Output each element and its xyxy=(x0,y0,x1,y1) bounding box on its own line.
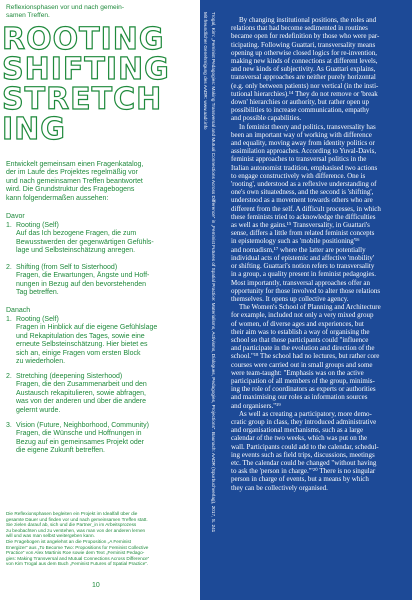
article-line: different from the self. A difficult processes, in which xyxy=(231,204,381,213)
article-line: and organisers."¹⁹ xyxy=(231,401,281,410)
article-line: were team-taught: "Emphasis was on the active xyxy=(231,368,364,377)
article-line: tutional hierarchies).¹⁴ They do not remove or 'break xyxy=(231,89,378,98)
article-line: they can be collectively organised. xyxy=(231,483,328,492)
article-paragraph xyxy=(223,410,409,492)
footnote-block xyxy=(0,511,200,567)
body-text xyxy=(6,161,196,203)
body-line: Entwickelt gemeinsam einen Fragenkatalog, xyxy=(6,161,144,168)
footnote-line: zu beobachten und zu verstehen, was man von der anderen lernen xyxy=(6,527,146,533)
headline-line: ROOTING xyxy=(2,22,165,57)
article-paragraph xyxy=(223,303,409,410)
article-line: of women, of diverse ages and experiences, but xyxy=(231,319,364,328)
article-line: in a group, a quality present in feminist pedagogies. xyxy=(231,270,377,279)
item-number: 1. xyxy=(6,316,12,323)
article-line: as well as the gains.¹⁵ Transversality, in Guattari's xyxy=(231,221,370,230)
article-line: As well as creating a participatory, more demo- xyxy=(239,409,372,418)
article-line: courses were carried out in small groups and some xyxy=(231,360,373,369)
article-text xyxy=(223,16,409,492)
footnote-line: Energizer“ aus „To Become Two: Propositions for Feminist Collective xyxy=(6,544,149,550)
article-line: became open for redefinition by those who were par- xyxy=(231,32,380,41)
article-line: down' hierarchies or authority, but rather open up xyxy=(231,98,370,107)
body-line: und nach gemeinsamen Treffen beantwortet xyxy=(6,177,143,185)
article-line: feminist approaches to transversal politics in the xyxy=(231,155,367,164)
article-line: understood as a movement towards others who are xyxy=(231,196,373,205)
body-line: kann folgendermaßen aussehen: xyxy=(6,194,109,202)
item-line: Tag betreffen. xyxy=(16,289,59,297)
article-line: in epistemology such as 'mobile positioning'¹⁶ xyxy=(231,237,360,246)
footnote-line: Die Reflexionsphasen begleiten ein Projekt im Idealfall über die xyxy=(6,511,138,516)
article-line: participation of all members of the group, minimis- xyxy=(231,376,375,385)
article-line: their aim was to establish a way of organising the xyxy=(231,327,370,336)
item-line: Shifting (from Self to Sisterhood) xyxy=(16,264,118,271)
item-line: Bezug auf ein gemeinsames Projekt oder xyxy=(16,438,145,446)
footnote-line: von Kim Trogal aus dem Buch „Feminist Futures of Spatial Practice“. xyxy=(6,561,149,567)
article-line: making new kinds of connections at different levels, xyxy=(231,57,378,66)
article-line: relations that had become sedimented in routines xyxy=(231,24,368,33)
item-line: Bewusstwerden der gegenwärtigen Gefühls- xyxy=(16,238,154,246)
article-paragraph xyxy=(223,123,409,303)
article-line: and possible capabilities. xyxy=(231,114,302,123)
article-line: ing events such as field trips, discussions, meetings xyxy=(231,450,375,459)
item-line: zu wiederholen. xyxy=(16,358,66,366)
item-line: lage und Selbsteinschätzung anregen. xyxy=(16,247,136,255)
item-line: Rooting (Self) xyxy=(16,316,59,323)
article-line: wall. Participants could add to the calendar, schedul- xyxy=(231,442,379,451)
section-before-heading: Davor xyxy=(6,213,25,220)
item-line: Vision (Future, Neighborhood, Community) xyxy=(16,422,149,429)
item-line: die eigene Zukunft betreffen. xyxy=(16,447,105,455)
article-line: themselves. It opens up collective agency. xyxy=(231,294,349,303)
article-line: calendar of the two weeks, which was put on the xyxy=(231,434,368,443)
vertical-credit: Mit freundlicher Genehmigung des AADR: www.aadr.info xyxy=(203,12,208,130)
article-line: Most importantly, transversal approaches offer an xyxy=(231,278,370,287)
headline xyxy=(2,22,200,147)
body-line: wird. Die Grundstruktur des Fragebogens xyxy=(6,186,135,194)
article-line: By changing institutional positions, the roles and xyxy=(239,16,377,24)
footnote-line: gies: Making Transversal and Mutual Connections Across Difference“ xyxy=(6,555,150,561)
article-line: opportunity for those involved to alter those relations xyxy=(231,286,381,295)
article-line: (e.g. only between patients) nor vertical (in the insti- xyxy=(231,81,379,90)
footnote-line: Die Fragebogen ist angelehnt an die Proposition „A Feminist xyxy=(6,538,132,544)
article-line: and maximising our roles as information sources xyxy=(231,393,368,402)
intro-line: Reflexionsphasen vor und nach gemein- xyxy=(6,4,125,11)
article-line: one's own situatedness, and the second is 'shifting', xyxy=(231,188,374,197)
article-line: school."¹⁸ The school had no lectures, but rather core xyxy=(231,352,380,361)
item-line: was von der anderen und über die andere xyxy=(16,398,146,406)
article-line: or shifting. Guattari's notion refers to transversality xyxy=(231,262,375,271)
article-line: these feminists tried to acknowledge the difficulties xyxy=(231,212,376,221)
article-line: and equality, moving away from identity politics or xyxy=(231,139,375,148)
item-line: Rooting (Self) xyxy=(16,222,59,229)
item-line: Fragen, die den Zusammenarbeit und den xyxy=(16,381,147,389)
article-line: and organisational mechanisms, such as a large xyxy=(231,426,364,435)
item-line: nungen in Bezug auf den bevorstehenden xyxy=(16,280,146,288)
article-line: to ask the 'person in charge.'"²⁰ There is no singular xyxy=(231,467,376,476)
item-line: Fragen, die Wünsche und Hoffnungen in xyxy=(16,430,142,438)
body-line: der im Laufe des Projektes regelmäßig vor xyxy=(6,169,138,177)
page-number: 10 xyxy=(92,582,100,589)
right-page xyxy=(200,0,412,600)
article-line: individual acts of epistemic and affective 'mobility' xyxy=(231,253,375,262)
footnote-line: gesamte Dauer und finden vor und nach gemeinsamen Treffen statt. xyxy=(6,516,148,522)
item-line: erneute Selbsteinschätzung. Hier bietet es xyxy=(16,341,148,349)
article-line: cratic group in class, they introduced administrative xyxy=(231,417,377,426)
article-line: to engage constructively with difference. One is xyxy=(231,171,366,180)
section-after-heading: Danach xyxy=(6,307,31,314)
intro-line: samen Treffen. xyxy=(6,12,50,19)
article-line: 'rooting', understood as a reflexive understanding of xyxy=(231,180,377,189)
article-line: ing the role of coordinators as experts or authorities xyxy=(231,385,376,394)
headline-line: STRETCH xyxy=(2,82,163,117)
article-line: school so that those participants could "influence xyxy=(231,335,369,344)
footnote-line: Sie zielen darauf ab, sich und die Partner_in im Arbeitsprozess xyxy=(6,522,137,528)
intro-text xyxy=(6,4,196,20)
article-line: possibilities to increase communication, empathy xyxy=(231,106,370,115)
headline-line: SHIFTING xyxy=(2,52,170,87)
article-line: transversal approaches are neither purely horizontal xyxy=(231,73,376,82)
headline-line: ING xyxy=(2,112,66,147)
item-number: 2. xyxy=(6,373,12,380)
left-page xyxy=(0,0,200,600)
footnote-line: Practice“ von Alex Martinis Roe sowie dem Text „Feminist Pedago- xyxy=(6,550,145,556)
article-line: and new kinds of subjectivity. As Guattari explains, xyxy=(231,65,376,74)
article-line: opening up otherwise closed logics for re-invention, xyxy=(231,48,377,57)
item-line: Stretching (deepening Sisterhood) xyxy=(16,373,123,380)
article-line: assimilation approaches. According to Yuval-Davis, xyxy=(231,147,377,156)
article-paragraph xyxy=(223,16,409,123)
article-line: and nomadism,¹⁷ where the latter are potentially xyxy=(231,245,366,254)
article-line: In feminist theory and politics, transversality has xyxy=(239,122,376,131)
item-line: gelernt wurde. xyxy=(16,406,61,414)
item-number: 3. xyxy=(6,422,12,429)
article-line: ticipating. Following Guattari, transversality means xyxy=(231,40,376,49)
footnote-line: will und was man selbst weitergeben kann. xyxy=(6,533,95,539)
item-number: 2. xyxy=(6,264,12,271)
item-line: sich an, einige Fragen vom ersten Block xyxy=(16,349,141,357)
item-line: Fragen, die Erwartungen, Ängste und Hoff- xyxy=(16,272,150,280)
item-line: Auf das Ich bezogene Fragen, die zum xyxy=(16,230,137,238)
article-line: Italian autonomist tradition, emphasised two actions xyxy=(231,163,378,172)
item-line: Fragen in Hinblick auf die eigene Gefühlslage xyxy=(16,324,158,332)
item-number: 1. xyxy=(6,222,12,229)
article-line: and participate in the evolution and direction of the xyxy=(231,344,375,353)
article-line: been an important way of working with difference xyxy=(231,130,372,139)
article-line: for example, included not only a very mixed group xyxy=(231,311,374,320)
article-line: The Women's School of Planning and Architecture xyxy=(239,303,381,312)
vertical-citation: Trogal, Kim: „Feminist Pedagogies: Making Transversal and Mutual Connections Across Difference“ in „Feminist Futures of Spatial Practice: Materialisms, Activisms, Dialogues, Pedagogies, Projections“. Baunach: AADR (Spurbuchverlag), 2017, S. 241 xyxy=(211,12,216,533)
article-line: etc. The calendar could be changed "without having xyxy=(231,458,377,467)
item-line: Austausch rekapitulieren, sowie abfragen, xyxy=(16,389,146,397)
item-line: und Rekapitulation des Tages, sowie eine xyxy=(16,332,145,340)
article-line: person in charge of events, but a means by which xyxy=(231,475,369,484)
article-line: sense, differs a little from related feminist concepts xyxy=(231,229,375,238)
